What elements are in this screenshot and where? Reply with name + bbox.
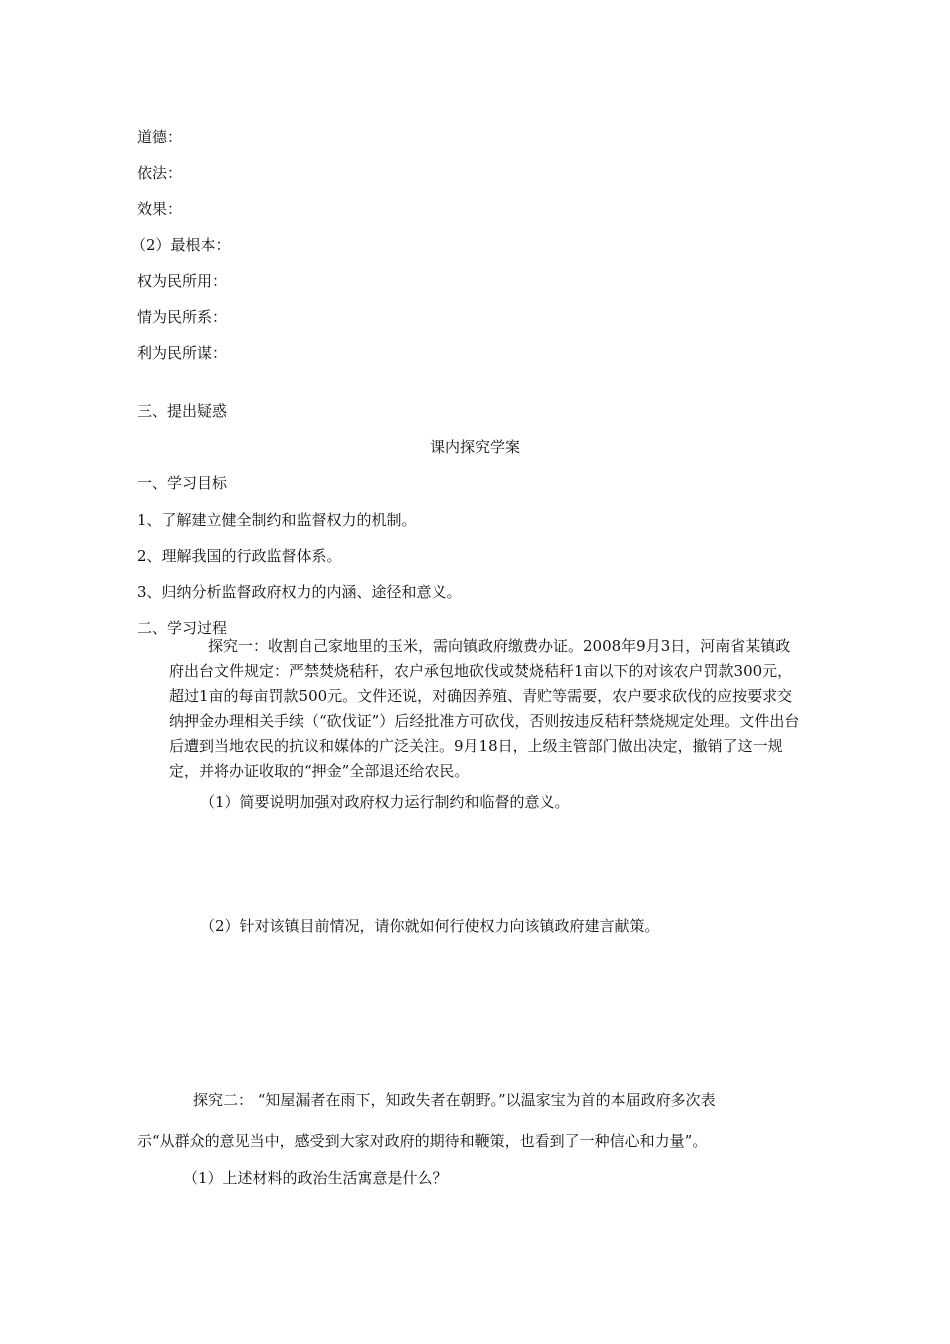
qing-label: 情为民所系： <box>137 308 228 326</box>
goal-item-1: 1、了解建立健全制约和监督权力的机制。 <box>137 511 417 529</box>
inquiry-2-line-2: 示“从群众的意见当中，感受到大家对政府的期待和鞭策，也看到了一种信心和力量”。 <box>137 1132 708 1150</box>
yifa-label: 依法： <box>137 164 183 182</box>
process-heading: 二、学习过程 <box>137 619 228 637</box>
zuigenben-label: （2）最根本： <box>131 236 231 254</box>
goal-item-2: 2、理解我国的行政监督体系。 <box>137 547 342 565</box>
goals-heading: 一、学习目标 <box>137 474 228 492</box>
inquiry-2-question-1: （1）上述材料的政治生活寓意是什么？ <box>183 1169 448 1187</box>
quan-label: 权为民所用： <box>137 272 228 290</box>
inquiry-1-text: 探究一：收割自己家地里的玉米，需向镇政府缴费办证。2008年9月3日，河南省某镇政府出台文件规定：严禁焚烧秸秆，农户承包地砍伐或焚烧秸秆1亩以下的对该农户罚款300元，超过1亩的每亩罚款500元。文件还说，对确因养殖、青贮等需要，农户要求砍伐的应按要求交纳押金办理相关手续（“砍伐证”）后经批准方可砍伐，否则按违反秸秆禁烧规定处理。文件出台后遭到当地农民的抗议和媒体的广泛关注。9月18日，上级主管部门做出决定，撤销了这一规定，并将办证收取的“押金”全部退还给农民。 <box>169 637 800 780</box>
inquiry-2-line-1: 探究二： “知屋漏者在雨下，知政失者在朝野。”以温家宝为首的本届政府多次表 <box>193 1091 716 1109</box>
li-label: 利为民所谋： <box>137 344 228 362</box>
daode-label: 道德： <box>137 128 183 146</box>
inquiry-1-question-2: （2）针对该镇目前情况，请你就如何行使权力向该镇政府建言献策。 <box>200 917 660 935</box>
inquiry-1-question-1: （1）简要说明加强对政府权力运行制约和临督的意义。 <box>200 793 570 811</box>
section-3-heading: 三、提出疑惑 <box>137 402 228 420</box>
xiaoguo-label: 效果： <box>137 200 183 218</box>
goal-item-3: 3、归纳分析监督政府权力的内涵、途径和意义。 <box>137 583 462 601</box>
case-title: 课内探究学案 <box>429 438 520 456</box>
